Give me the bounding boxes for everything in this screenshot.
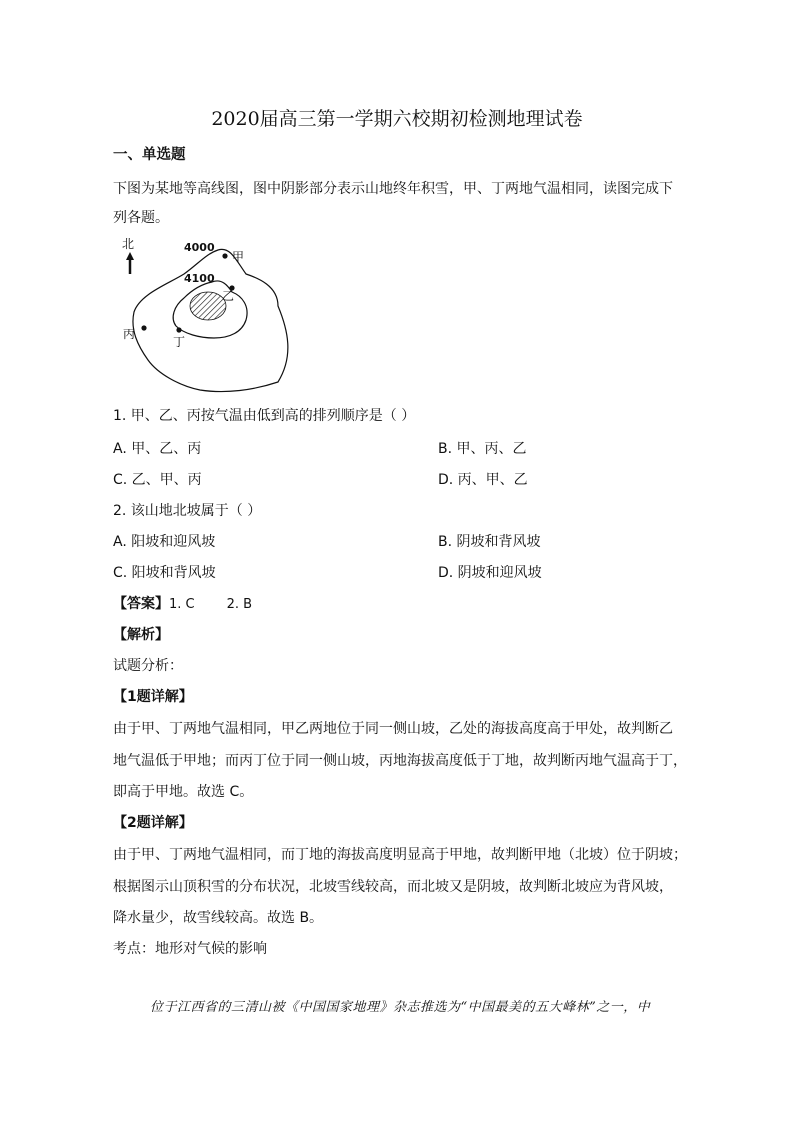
point-jia-marker xyxy=(222,253,227,258)
contour-label-4000: 4000 xyxy=(184,241,215,254)
page-title: 2020届高三第一学期六校期初检测地理试卷 xyxy=(211,108,583,130)
point-bing-marker xyxy=(141,325,146,330)
question-1-option-d: D. 丙、甲、乙 xyxy=(438,472,528,488)
detail-2-line-3: 降水量少，故雪线较高。故选 B。 xyxy=(113,910,324,926)
contour-map xyxy=(118,234,298,394)
kaodian-line: 考点：地形对气候的影响 xyxy=(113,941,267,957)
detail-1-line-3: 即高于甲地。故选 C。 xyxy=(113,784,254,800)
question-1-option-c: C. 乙、甲、丙 xyxy=(113,472,202,488)
detail-1-line-2: 地气温低于甲地；而丙丁位于同一侧山坡，丙地海拔高度低于丁地，故判断丙地气温高于丁， xyxy=(113,753,687,769)
question-1-option-b: B. 甲、丙、乙 xyxy=(438,441,527,457)
point-ding-marker xyxy=(176,327,181,332)
snow-area xyxy=(190,292,226,320)
answer-line xyxy=(113,593,252,613)
detail-1-label: 【1题详解】 xyxy=(113,689,193,705)
section-heading: 一、单选题 xyxy=(113,147,186,163)
intro-line-2: 列各题。 xyxy=(113,210,169,226)
contour-4000 xyxy=(133,249,288,391)
question-1-stem: 1. 甲、乙、丙按气温由低到高的排列顺序是（ ） xyxy=(113,408,416,424)
point-jia-label: 甲 xyxy=(232,250,245,264)
north-label: 北 xyxy=(122,237,135,251)
question-2-option-d: D. 阴坡和迎风坡 xyxy=(438,565,542,581)
intro-line-1: 下图为某地等高线图，图中阴影部分表示山地终年积雪，甲、丁两地气温相同，读图完成下 xyxy=(113,181,673,197)
question-2-option-c: C. 阳坡和背风坡 xyxy=(113,565,216,581)
point-yi-label: 乙 xyxy=(222,289,235,303)
answer-value-2: 2. B xyxy=(226,597,253,612)
analysis-label: 【解析】 xyxy=(113,627,169,643)
answer-value-1: 1. C xyxy=(169,597,195,612)
question-2-stem: 2. 该山地北坡属于（ ） xyxy=(113,503,262,519)
question-2-option-a: A. 阳坡和迎风坡 xyxy=(113,534,216,550)
answer-label: 【答案】 xyxy=(113,596,169,612)
question-2-option-b: B. 阴坡和背风坡 xyxy=(438,534,541,550)
footer-passage-line: 位于江西省的三清山被《中国国家地理》杂志推选为“中国最美的五大峰林”之一，中 xyxy=(150,1000,651,1015)
detail-2-label: 【2题详解】 xyxy=(113,815,193,831)
detail-2-line-2: 根据图示山顶积雪的分布状况，北坡雪线较高，而北坡又是阴坡，故判断北坡应为背风坡， xyxy=(113,879,673,895)
point-ding-label: 丁 xyxy=(173,335,186,349)
contour-label-4100: 4100 xyxy=(184,272,215,285)
detail-1-line-1: 由于甲、丁两地气温相同，甲乙两地位于同一侧山坡，乙处的海拔高度高于甲处，故判断乙 xyxy=(113,721,673,737)
question-1-option-a: A. 甲、乙、丙 xyxy=(113,441,202,457)
analysis-intro: 试题分析： xyxy=(113,658,183,674)
point-bing-label: 丙 xyxy=(123,327,136,341)
detail-2-line-1: 由于甲、丁两地气温相同，而丁地的海拔高度明显高于甲地，故判断甲地（北坡）位于阴坡； xyxy=(113,847,687,863)
